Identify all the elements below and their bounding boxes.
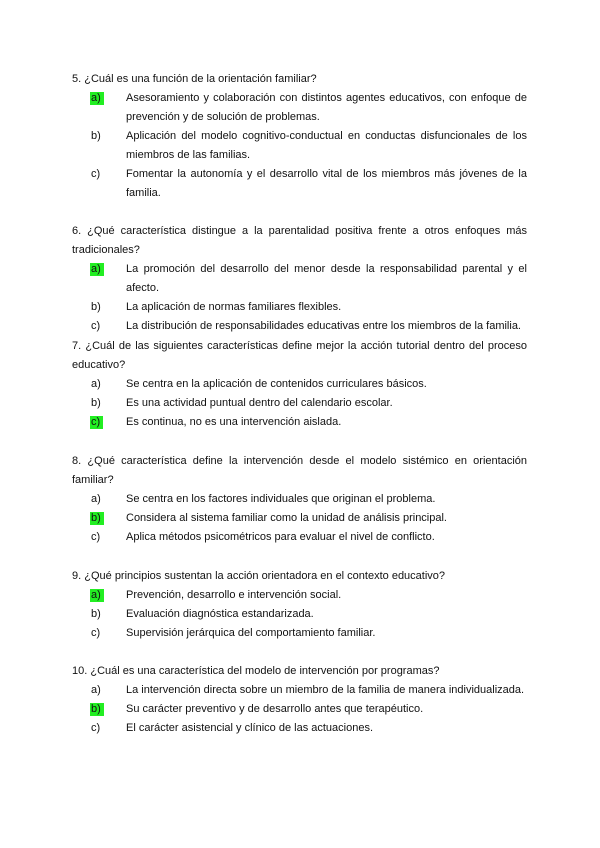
option-c (90, 165, 527, 203)
question-7 (72, 337, 527, 432)
option-a (90, 375, 527, 394)
option-text: Su carácter preventivo y de desarrollo antes que terapéutico. (126, 703, 424, 715)
option-text: La promoción del desarrollo del menor desde la responsabilidad parental y el afecto. (126, 263, 527, 294)
option-text: La intervención directa sobre un miembro de la familia de manera individualizada. (126, 684, 525, 696)
question-text (72, 70, 527, 89)
option-text: Aplica métodos psicométricos para evaluar el nivel de conflicto. (126, 531, 435, 543)
question-text (72, 662, 527, 681)
question-stem: ¿Cuál es una función de la orientación familiar? (84, 73, 317, 85)
option-text: Se centra en los factores individuales que originan el problema. (126, 493, 436, 505)
option-letter: a) (91, 378, 101, 390)
question-8 (72, 452, 527, 547)
option-text: Es una actividad puntual dentro del calendario escolar. (126, 397, 393, 409)
options-list (72, 375, 527, 432)
option-letter: b) (91, 397, 101, 409)
question-stem: ¿Qué característica define la intervención desde el modelo sistémico en orientación familiar? (72, 455, 527, 486)
option-letter-highlighted: b) (90, 703, 104, 716)
option-c (90, 413, 527, 432)
question-stem: ¿Cuál de las siguientes características define mejor la acción tutorial dentro del proceso educativo? (72, 340, 528, 371)
option-b (90, 700, 527, 719)
option-a (90, 89, 527, 127)
option-letter: c) (91, 531, 101, 543)
question-number: 10. (72, 665, 88, 677)
options-list (72, 586, 527, 643)
option-letter-highlighted: a) (90, 589, 104, 602)
option-c (90, 317, 527, 336)
option-letter: b) (91, 130, 101, 142)
option-c (90, 719, 527, 738)
option-text: Fomentar la autonomía y el desarrollo vital de los miembros más jóvenes de la familia. (126, 168, 527, 199)
question-number: 8. (72, 455, 82, 467)
question-text (72, 337, 527, 375)
option-letter-highlighted: a) (90, 92, 104, 105)
option-text: La aplicación de normas familiares flexibles. (126, 301, 342, 313)
question-9 (72, 567, 527, 643)
option-text: Es continua, no es una intervención aislada. (126, 416, 342, 428)
options-list (72, 260, 527, 336)
option-letter: b) (91, 608, 101, 620)
question-6 (72, 222, 527, 336)
option-letter-highlighted: c) (90, 416, 103, 429)
options-list (72, 89, 527, 203)
option-a (90, 260, 527, 298)
option-b (90, 605, 527, 624)
option-text: Supervisión jerárquica del comportamiento familiar. (126, 627, 376, 639)
question-stem: ¿Cuál es una característica del modelo de intervención por programas? (90, 665, 440, 677)
question-text (72, 222, 527, 260)
option-a (90, 490, 527, 509)
option-b (90, 394, 527, 413)
option-text: Asesoramiento y colaboración con distintos agentes educativos, con enfoque de prevención y de solución de problemas. (126, 92, 527, 123)
option-text: El carácter asistencial y clínico de las actuaciones. (126, 722, 374, 734)
option-text: Considera al sistema familiar como la unidad de análisis principal. (126, 512, 447, 524)
question-stem: ¿Qué característica distingue a la parentalidad positiva frente a otros enfoques más tradicionales? (72, 225, 527, 256)
option-letter: c) (91, 627, 101, 639)
question-10 (72, 662, 527, 738)
option-c (90, 528, 527, 547)
option-letter: a) (91, 684, 101, 696)
question-number: 6. (72, 225, 82, 237)
option-letter: c) (91, 320, 101, 332)
option-letter: c) (91, 722, 101, 734)
option-text: Aplicación del modelo cognitivo-conductual en conductas disfuncionales de los miembros de las familias. (126, 130, 527, 161)
question-text (72, 567, 527, 586)
option-a (90, 681, 527, 700)
option-b (90, 509, 527, 528)
option-b (90, 298, 527, 317)
option-text: Evaluación diagnóstica estandarizada. (126, 608, 314, 620)
question-number: 9. (72, 570, 82, 582)
question-number: 5. (72, 73, 82, 85)
question-text (72, 452, 527, 490)
options-list (72, 681, 527, 738)
option-c (90, 624, 527, 643)
option-letter-highlighted: b) (90, 512, 104, 525)
option-letter: a) (91, 493, 101, 505)
option-letter: b) (91, 301, 101, 313)
option-b (90, 127, 527, 165)
option-text: Prevención, desarrollo e intervención social. (126, 589, 342, 601)
options-list (72, 490, 527, 547)
option-a (90, 586, 527, 605)
option-text: La distribución de responsabilidades educativas entre los miembros de la familia. (126, 320, 521, 332)
question-stem: ¿Qué principios sustentan la acción orientadora en el contexto educativo? (84, 570, 446, 582)
option-letter: c) (91, 168, 101, 180)
option-letter-highlighted: a) (90, 263, 104, 276)
option-text: Se centra en la aplicación de contenidos curriculares básicos. (126, 378, 427, 390)
question-5 (72, 70, 527, 203)
question-number: 7. (72, 340, 82, 352)
